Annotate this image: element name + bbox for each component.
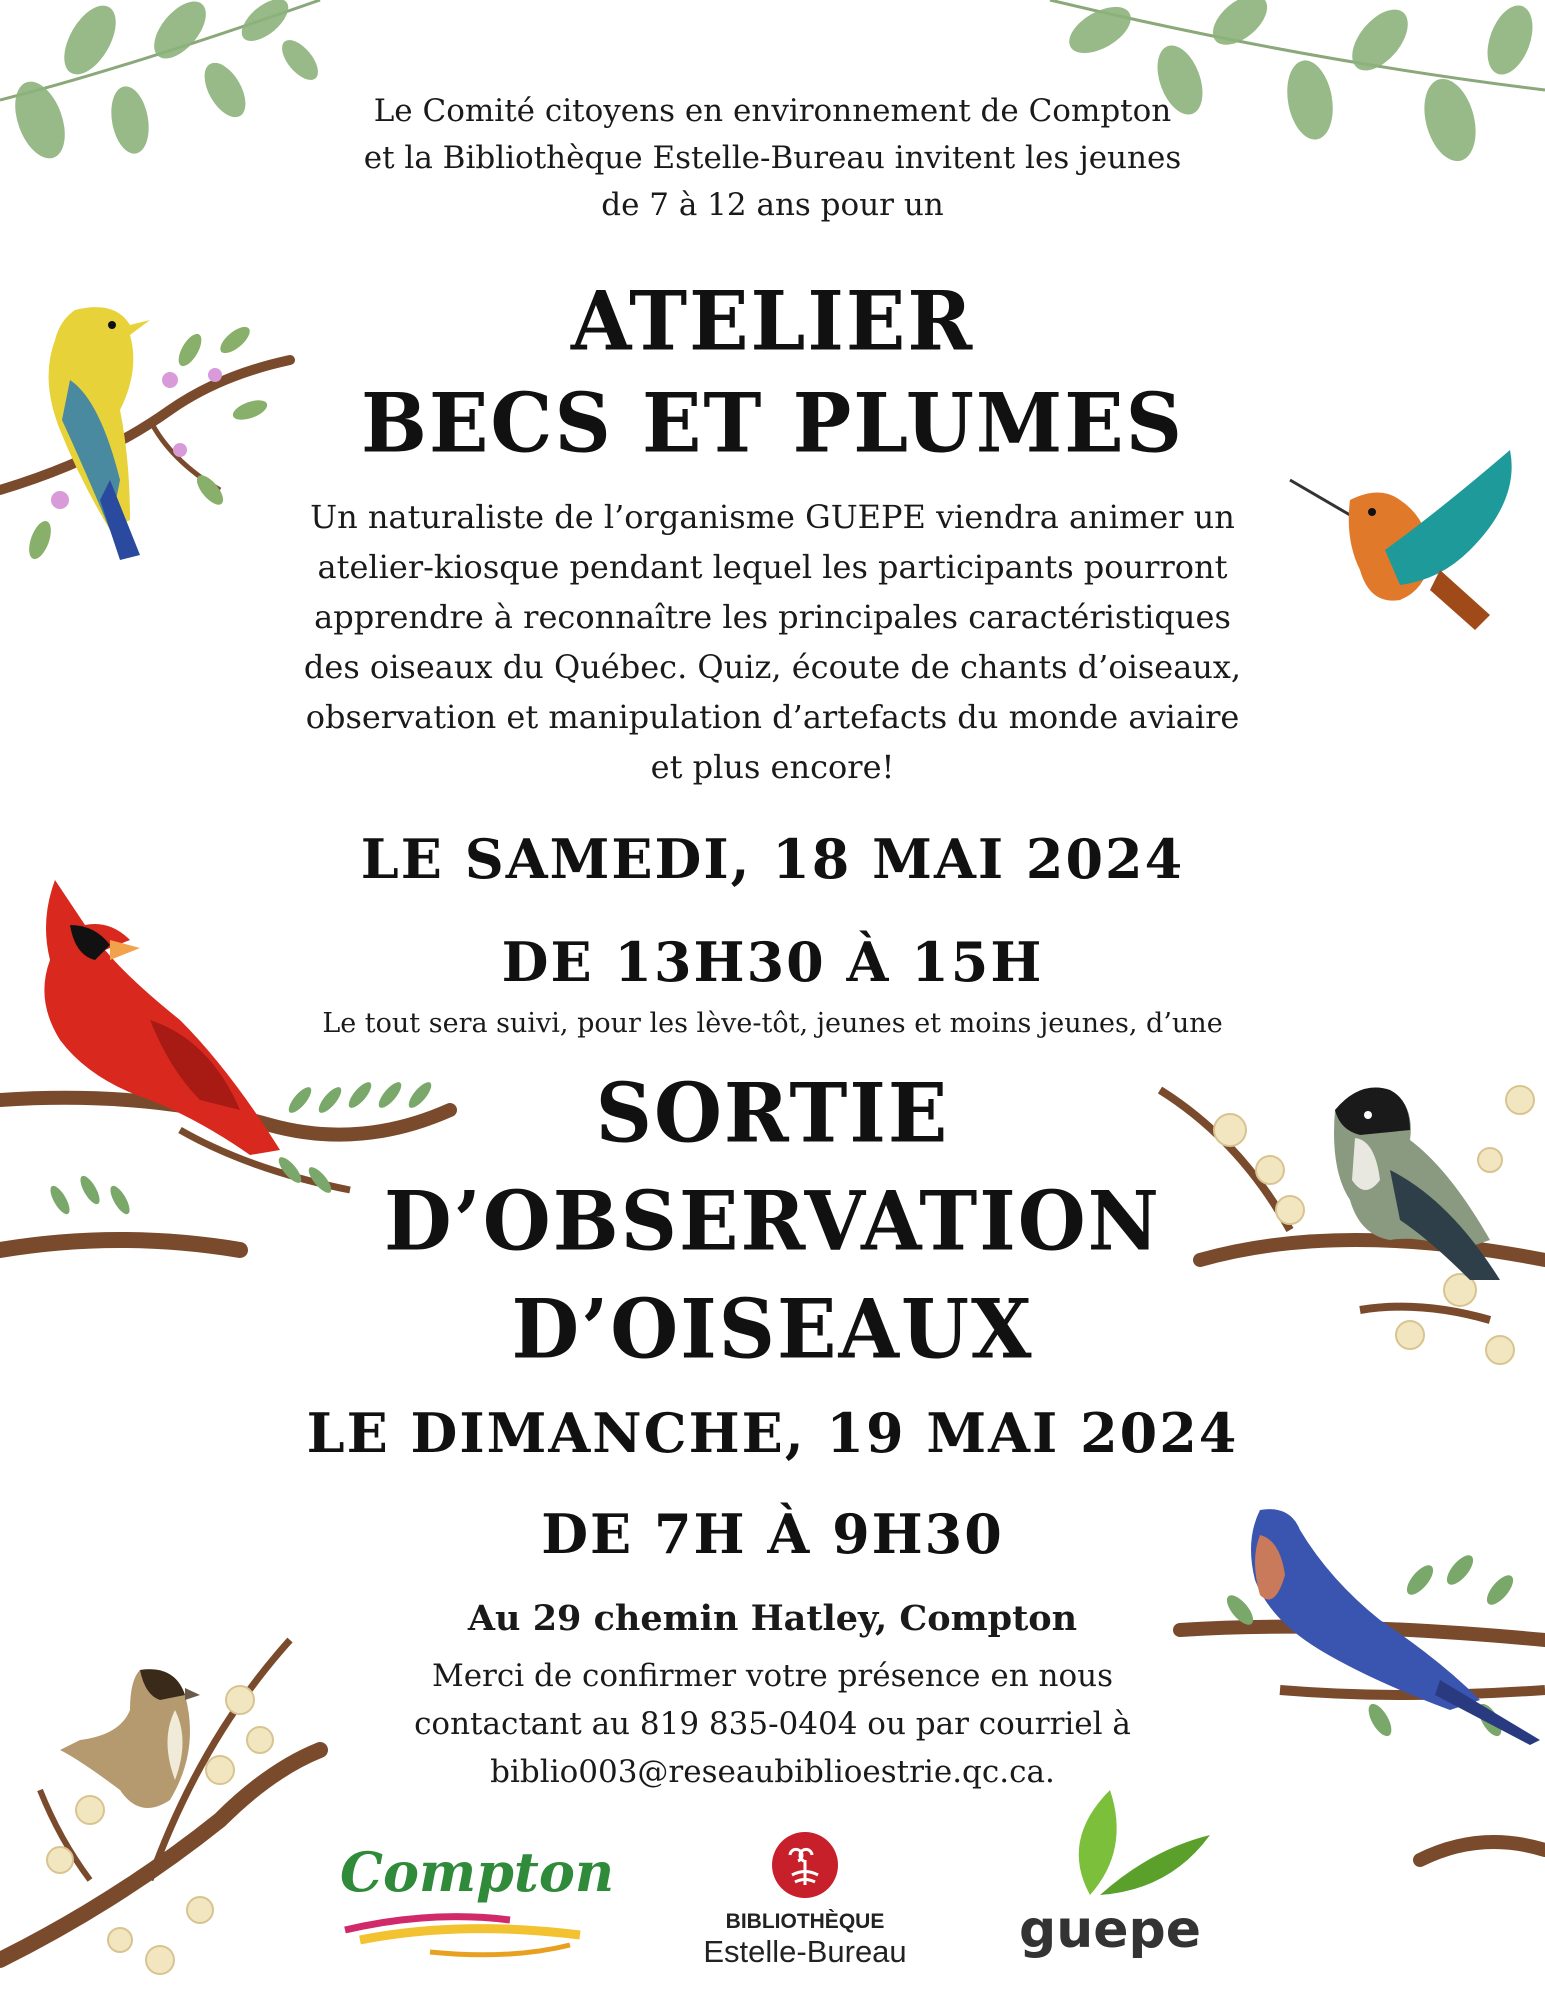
- location-address: Au 29 chemin Hatley, Compton: [467, 1598, 1078, 1639]
- outing-date: LE DIMANCHE, 19 MAI 2024: [306, 1401, 1239, 1465]
- confirm-line-1: Merci de confirmer votre présence en nous: [431, 1658, 1114, 1694]
- outing-time: DE 7H À 9H30: [541, 1502, 1004, 1566]
- description-line: atelier-kiosque pendant lequel les participants pourront: [317, 548, 1228, 586]
- workshop-title-line-2: BECS ET PLUMES: [361, 375, 1184, 472]
- library-emblem-icon: [770, 1830, 840, 1900]
- confirm-line-2: contactant au 819 835-0404 ou par courriel à: [414, 1706, 1131, 1742]
- compton-logo: [340, 1840, 615, 1960]
- confirm-line-3[interactable]: biblio003@reseaubiblioestrie.qc.ca.: [490, 1754, 1055, 1790]
- workshop-date: LE SAMEDI, 18 MAI 2024: [360, 827, 1185, 891]
- description-line: des oiseaux du Québec. Quiz, écoute de chants d’oiseaux,: [303, 648, 1242, 686]
- library-logo-line-2: Estelle-Bureau: [703, 1934, 907, 1969]
- workshop-description: [0, 492, 1545, 792]
- intro-text: [0, 88, 1545, 229]
- outing-title-line-1: SORTIE: [595, 1065, 950, 1162]
- outing-title-line-3: D’OISEAUX: [511, 1281, 1034, 1378]
- guepe-leaves-icon: [1030, 1790, 1210, 1900]
- compton-logo-text: Compton: [340, 1840, 615, 1904]
- description-line: et plus encore!: [650, 748, 895, 786]
- intro-line-2: et la Bibliothèque Estelle-Bureau invitent les jeunes: [363, 140, 1182, 176]
- description-line: apprendre à reconnaître les principales caractéristiques: [314, 598, 1231, 636]
- workshop-title-line-1: ATELIER: [570, 273, 975, 370]
- description-line: Un naturaliste de l’organisme GUEPE viendra animer un: [310, 498, 1235, 536]
- workshop-time: DE 13H30 À 15H: [501, 930, 1044, 994]
- transition-text: Le tout sera suivi, pour les lève-tôt, jeunes et moins jeunes, d’une: [322, 1008, 1223, 1039]
- library-logo: [690, 1830, 920, 1980]
- guepe-logo: [1010, 1790, 1210, 1980]
- intro-line-3: de 7 à 12 ans pour un: [601, 187, 944, 223]
- description-line: observation et manipulation d’artefacts du monde aviaire: [305, 698, 1240, 736]
- outing-title-line-2: D’OBSERVATION: [384, 1173, 1161, 1270]
- guepe-logo-text: guepe: [1019, 1900, 1201, 1960]
- library-logo-line-1: BIBLIOTHÈQUE: [725, 1910, 885, 1933]
- intro-line-1: Le Comité citoyens en environnement de Compton: [373, 93, 1172, 129]
- confirmation-text: [0, 1652, 1545, 1796]
